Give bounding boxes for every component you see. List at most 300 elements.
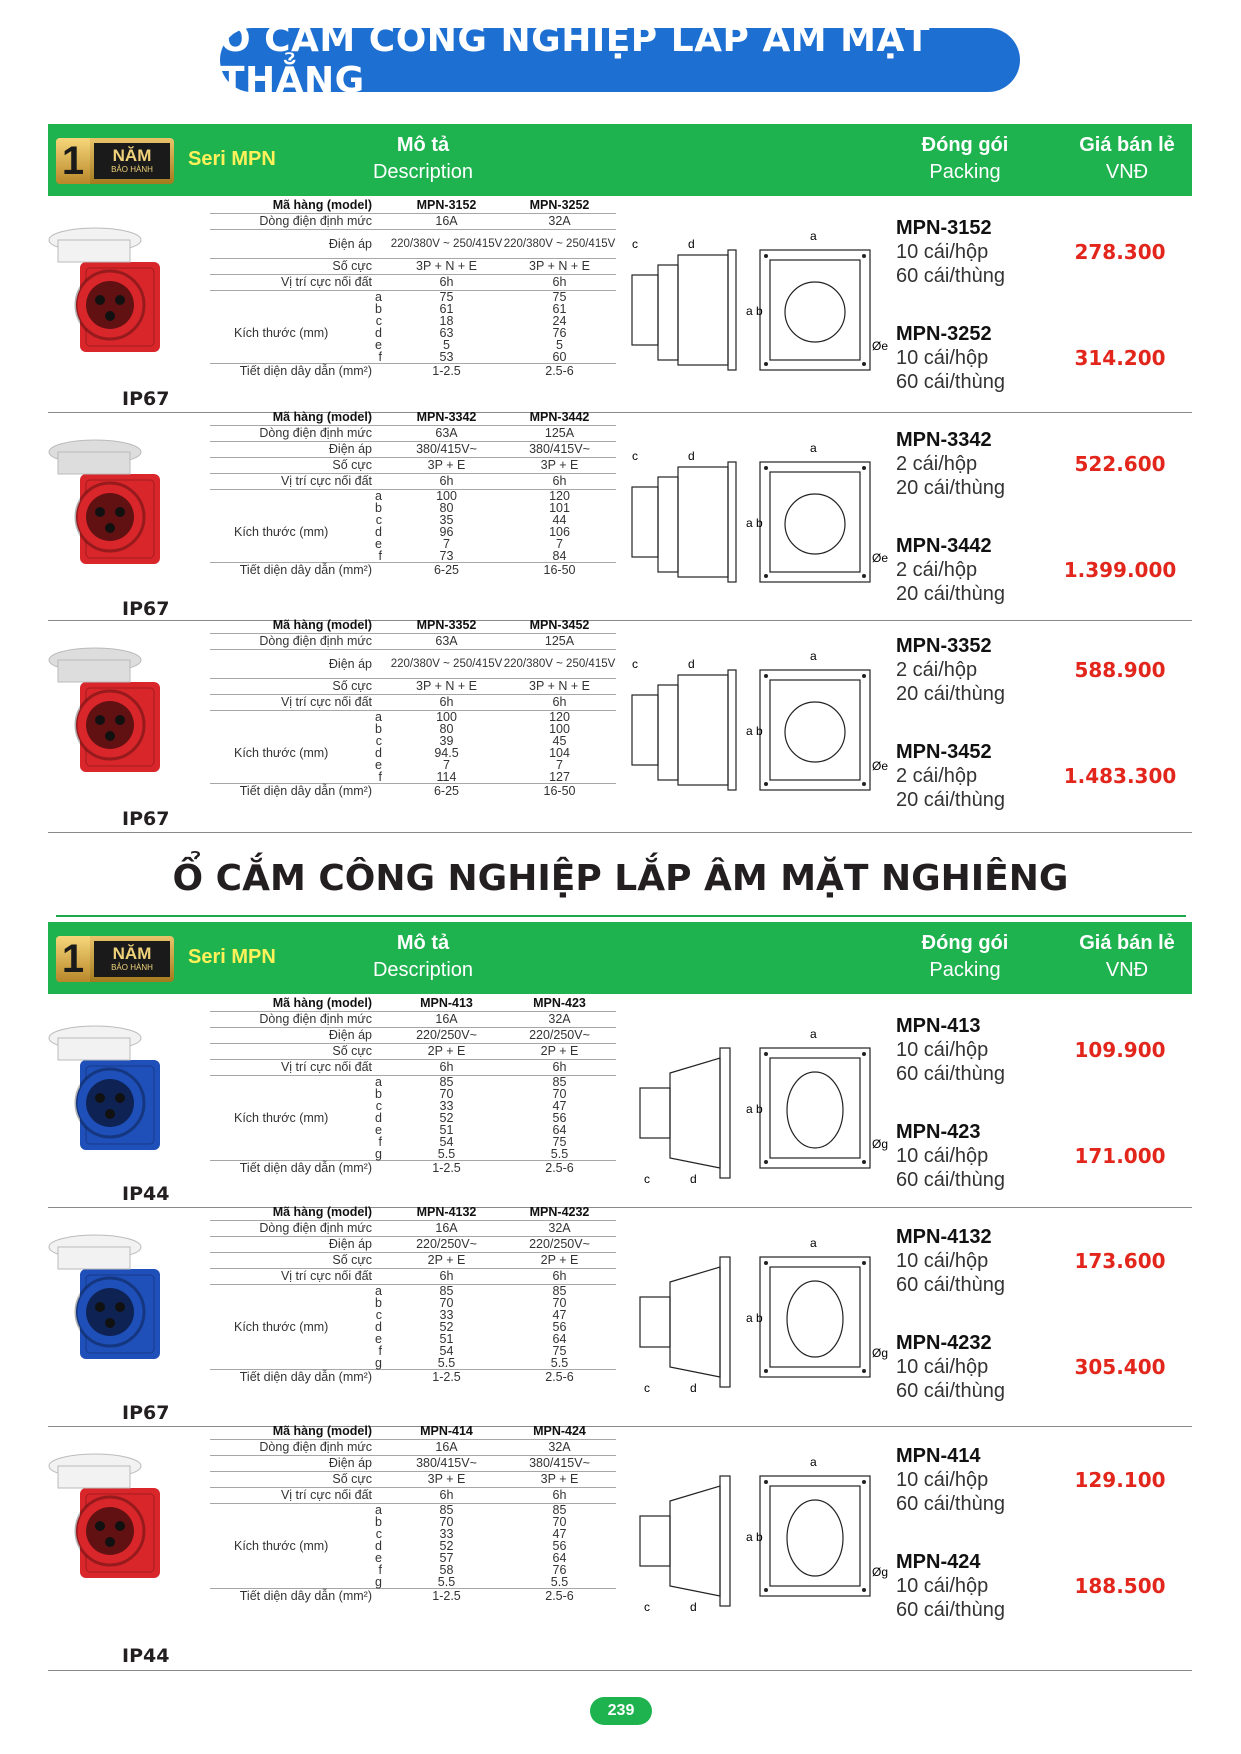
dimension-drawing (610, 1018, 910, 1193)
earth-label: Vị trí cực nối đất (210, 1488, 390, 1504)
dimension-key (210, 303, 390, 315)
dimension-letter: a (375, 1075, 382, 1089)
table-row (210, 1576, 616, 1589)
table-row (210, 351, 616, 364)
dimension-key (210, 550, 390, 563)
svg-text:Øe: Øe (872, 551, 889, 565)
dimension-value: 47 (552, 1308, 567, 1322)
warranty-number: 1 (56, 138, 90, 184)
wire-value: 6-25 (433, 784, 460, 798)
dimension-value: 52 (439, 1111, 454, 1125)
retail-price: 129.100 (1074, 1468, 1166, 1492)
dimension-letter: e (375, 338, 382, 352)
dimension-value: 85 (552, 1284, 567, 1298)
table-row (210, 1424, 616, 1440)
model-value: MPN-3452 (503, 618, 616, 634)
retail-price: 1.399.000 (1063, 558, 1177, 582)
earth-value: 6h (390, 1060, 503, 1076)
table-row (210, 364, 616, 380)
wire-value: 6-25 (433, 563, 460, 577)
packing-box: 10 cái/hộp (896, 1250, 989, 1272)
dimension-value: 85 (439, 1503, 454, 1517)
packing-header (890, 132, 1040, 186)
model-value: MPN-4132 (390, 1205, 503, 1221)
socket-photo (40, 1227, 170, 1382)
dimension-value: 85 (439, 1075, 454, 1089)
table-row (210, 784, 616, 800)
dimension-key (210, 759, 390, 771)
wire-label: Tiết diện dây dẫn (mm²) (239, 784, 372, 798)
size-label: Kích thước (mm) (234, 525, 329, 539)
dimension-value: 75 (439, 290, 454, 304)
packing-model: MPN-4232 (896, 1332, 992, 1354)
svg-text:d: d (688, 449, 695, 463)
svg-text:c: c (644, 1600, 650, 1614)
table-row (210, 1221, 616, 1237)
poles-label: Số cực (210, 1044, 390, 1060)
dimension-value: 51 (439, 1123, 454, 1137)
dimension-value: 70 (552, 1087, 567, 1101)
dimension-value: 52 (439, 1320, 454, 1334)
dimension-letter: d (375, 1111, 382, 1125)
poles-value: 3P + E (390, 1472, 503, 1488)
table-row (210, 618, 616, 634)
price-header (1052, 930, 1202, 984)
table-row (210, 634, 616, 650)
model-label: Mã hàng (model) (210, 996, 390, 1012)
current-value: 16A (390, 214, 503, 230)
dimension-letter: e (375, 1123, 382, 1137)
dimension-key (210, 1345, 390, 1357)
svg-text:c: c (644, 1172, 650, 1186)
dimension-value: 120 (549, 489, 570, 503)
model-value: MPN-3352 (390, 618, 503, 634)
dimension-letter: c (375, 314, 382, 328)
wire-label: Tiết diện dây dẫn (mm²) (239, 563, 372, 577)
dimension-letter: g (375, 1575, 382, 1589)
dimension-key (210, 1112, 390, 1124)
spec-table (210, 618, 616, 799)
dimension-value: 64 (552, 1123, 567, 1137)
packing-carton: 60 cái/thùng (896, 1169, 1005, 1191)
dimension-value: 75 (552, 1135, 567, 1149)
dimension-key (210, 723, 390, 735)
svg-text:Øe: Øe (872, 339, 889, 353)
table-row (210, 198, 616, 214)
voltage-label: Điện áp (210, 442, 390, 458)
dimension-value: 76 (552, 1563, 567, 1577)
svg-text:c: c (644, 1381, 650, 1395)
dimension-key (210, 1076, 390, 1089)
spec-table (210, 198, 616, 379)
series-label: Seri MPN (188, 946, 276, 968)
table-row (210, 1237, 616, 1253)
warranty-badge (56, 138, 174, 184)
packing-carton: 60 cái/thùng (896, 371, 1005, 393)
wire-value: 1-2.5 (432, 364, 461, 378)
current-label: Dòng điện định mức (210, 634, 390, 650)
size-label: Kích thước (mm) (234, 326, 329, 340)
dimension-drawing (610, 432, 910, 607)
retail-price: 522.600 (1074, 452, 1166, 476)
table-row (210, 650, 616, 679)
table-row (210, 458, 616, 474)
dimension-value: 47 (552, 1099, 567, 1113)
retail-price: 588.900 (1074, 658, 1166, 682)
dimension-value: 44 (552, 513, 567, 527)
dimension-key (210, 1552, 390, 1564)
packing-carton: 60 cái/thùng (896, 1063, 1005, 1085)
model-value: MPN-414 (390, 1424, 503, 1440)
ip-rating: IP67 (122, 598, 170, 620)
table-row (210, 1269, 616, 1285)
packing-model: MPN-423 (896, 1121, 981, 1143)
svg-text:a: a (810, 229, 817, 243)
earth-label: Vị trí cực nối đất (210, 1060, 390, 1076)
dimension-letter: b (375, 722, 382, 736)
voltage-value: 380/415V~ (503, 442, 616, 458)
voltage-label: Điện áp (210, 1456, 390, 1472)
dimension-value: 100 (549, 722, 570, 736)
dimension-key (210, 1297, 390, 1309)
voltage-value: 220/250V~ (503, 1237, 616, 1253)
voltage-value: 220/250V~ (390, 1237, 503, 1253)
model-label: Mã hàng (model) (210, 1424, 390, 1440)
current-value: 125A (503, 634, 616, 650)
poles-value: 2P + E (503, 1044, 616, 1060)
model-value: MPN-413 (390, 996, 503, 1012)
earth-value: 6h (503, 275, 616, 291)
dimension-key (210, 502, 390, 514)
dimension-key (210, 1516, 390, 1528)
earth-value: 6h (503, 695, 616, 711)
dimension-value: 70 (552, 1296, 567, 1310)
poles-label: Số cực (210, 1472, 390, 1488)
packing-box: 10 cái/hộp (896, 1469, 989, 1491)
dimension-key (210, 1321, 390, 1333)
price-header-en: VNĐ (1105, 161, 1149, 183)
dimension-letter: c (375, 513, 382, 527)
wire-label: Tiết diện dây dẫn (mm²) (239, 1589, 372, 1603)
poles-label: Số cực (210, 1253, 390, 1269)
packing-model: MPN-3342 (896, 429, 992, 451)
section-title-underline (56, 915, 1186, 917)
dimension-value: 106 (549, 525, 570, 539)
packing-model: MPN-3152 (896, 217, 992, 239)
dimension-value: 33 (439, 1099, 454, 1113)
dimension-letter: d (375, 525, 382, 539)
dimension-letter: a (375, 1284, 382, 1298)
svg-text:d: d (688, 237, 695, 251)
ip-rating: IP67 (122, 808, 170, 830)
voltage-value: 220/250V~ (390, 1028, 503, 1044)
dimension-letter: f (378, 350, 382, 364)
dimension-key (210, 1124, 390, 1136)
price-header-en: VNĐ (1105, 959, 1149, 981)
dimension-value: 61 (439, 302, 454, 316)
wire-label: Tiết diện dây dẫn (mm²) (239, 1370, 372, 1384)
dimension-letter: e (375, 1551, 382, 1565)
socket-photo (40, 220, 170, 375)
earth-value: 6h (390, 695, 503, 711)
dimension-value: 64 (552, 1551, 567, 1565)
dimension-value: 85 (439, 1284, 454, 1298)
table-row (210, 410, 616, 426)
dimension-letter: d (375, 326, 382, 340)
svg-text:a: a (810, 649, 817, 663)
dimension-key (210, 1148, 390, 1161)
dimension-letter: f (378, 770, 382, 784)
dimension-key (210, 1540, 390, 1552)
dimension-value: 5.5 (503, 1357, 616, 1370)
packing-carton: 60 cái/thùng (896, 1380, 1005, 1402)
description-header-en: Description (372, 959, 474, 981)
dimension-key (210, 327, 390, 339)
model-value: MPN-3442 (503, 410, 616, 426)
current-value: 16A (390, 1440, 503, 1456)
svg-text:a b: a b (746, 1102, 763, 1116)
retail-price: 1.483.300 (1063, 764, 1177, 788)
table-row (210, 1488, 616, 1504)
packing-header-vi: Đóng gói (921, 134, 1009, 156)
size-label: Kích thước (mm) (234, 746, 329, 760)
dimension-letter: c (375, 734, 382, 748)
packing-info (896, 534, 1005, 606)
voltage-label: Điện áp (210, 230, 390, 259)
description-header-vi: Mô tả (396, 134, 450, 156)
packing-box: 10 cái/hộp (896, 1039, 989, 1061)
svg-text:d: d (690, 1381, 697, 1395)
spec-table (210, 1205, 616, 1385)
current-label: Dòng điện định mức (210, 426, 390, 442)
dimension-value: 33 (439, 1308, 454, 1322)
dimension-value: 70 (439, 1296, 454, 1310)
voltage-label: Điện áp (210, 1237, 390, 1253)
model-label: Mã hàng (model) (210, 410, 390, 426)
packing-carton: 60 cái/thùng (896, 265, 1005, 287)
svg-text:a b: a b (746, 516, 763, 530)
packing-box: 10 cái/hộp (896, 1145, 989, 1167)
description-header-en: Description (372, 161, 474, 183)
dimension-letter: g (375, 1356, 382, 1370)
dimension-value: 54 (439, 1135, 454, 1149)
dimension-letter: f (378, 1344, 382, 1358)
current-value: 16A (390, 1012, 503, 1028)
table-row (210, 1253, 616, 1269)
packing-info (896, 1014, 1005, 1086)
packing-model: MPN-3442 (896, 535, 992, 557)
model-value: MPN-3252 (503, 198, 616, 214)
price-header-vi: Giá bán lẻ (1079, 932, 1175, 954)
dimension-key (210, 1333, 390, 1345)
svg-text:a b: a b (746, 1530, 763, 1544)
retail-price: 278.300 (1074, 240, 1166, 264)
current-value: 16A (390, 1221, 503, 1237)
table-row (210, 442, 616, 458)
dimension-letter: c (375, 1527, 382, 1541)
retail-price: 188.500 (1074, 1574, 1166, 1598)
dimension-drawing (610, 1446, 910, 1621)
dimension-letter: e (375, 1332, 382, 1346)
dimension-letter: f (378, 549, 382, 563)
packing-info (896, 428, 1005, 500)
dimension-value: 100 (436, 710, 457, 724)
poles-value: 3P + N + E (390, 259, 503, 275)
dimension-drawing (610, 220, 910, 395)
dimension-value: 5.5 (503, 1576, 616, 1589)
price-header (1052, 132, 1202, 186)
dimension-letter: g (375, 1147, 382, 1161)
packing-carton: 20 cái/thùng (896, 477, 1005, 499)
series-label: Seri MPN (188, 148, 276, 170)
poles-value: 3P + E (390, 458, 503, 474)
dimension-value: 7 (556, 537, 563, 551)
svg-text:Øg: Øg (872, 1565, 889, 1579)
dimension-key (210, 1357, 390, 1370)
size-label: Kích thước (mm) (234, 1111, 329, 1125)
packing-info (896, 216, 1005, 288)
spec-table (210, 410, 616, 578)
spec-table (210, 1424, 616, 1604)
svg-text:a b: a b (746, 1311, 763, 1325)
dimension-letter: b (375, 501, 382, 515)
price-header-vi: Giá bán lẻ (1079, 134, 1175, 156)
earth-value: 6h (503, 1488, 616, 1504)
table-row (210, 1044, 616, 1060)
earth-value: 6h (503, 1269, 616, 1285)
packing-carton: 20 cái/thùng (896, 789, 1005, 811)
table-row (210, 1012, 616, 1028)
wire-value: 2.5-6 (545, 1370, 574, 1384)
dimension-value: 56 (552, 1539, 567, 1553)
size-label: Kích thước (mm) (234, 1539, 329, 1553)
retail-price: 171.000 (1074, 1144, 1166, 1168)
current-value: 63A (390, 426, 503, 442)
poles-value: 3P + E (503, 1472, 616, 1488)
packing-model: MPN-3352 (896, 635, 992, 657)
packing-info (896, 1120, 1005, 1192)
packing-header (890, 930, 1040, 984)
dimension-key (210, 526, 390, 538)
dimension-value: 94.5 (434, 746, 459, 760)
packing-info (896, 1225, 1005, 1297)
dimension-key (210, 1576, 390, 1589)
svg-text:a: a (810, 1027, 817, 1041)
wire-value: 2.5-6 (545, 1589, 574, 1603)
current-value: 32A (503, 1221, 616, 1237)
poles-value: 3P + N + E (503, 259, 616, 275)
svg-text:a: a (810, 1455, 817, 1469)
dimension-letter: d (375, 1320, 382, 1334)
dimension-value: 85 (552, 1503, 567, 1517)
dimension-value: 51 (439, 1332, 454, 1346)
model-value: MPN-3342 (390, 410, 503, 426)
dimension-drawing (610, 640, 910, 815)
svg-text:c: c (632, 237, 638, 251)
ip-rating: IP44 (122, 1183, 170, 1205)
packing-box: 10 cái/hộp (896, 241, 989, 263)
dimension-value: 63 (439, 326, 454, 340)
packing-info (896, 634, 1005, 706)
socket-photo (40, 1018, 170, 1173)
table-row (210, 996, 616, 1012)
voltage-value: 380/415V~ (390, 1456, 503, 1472)
section-title: Ổ CẮM CÔNG NGHIỆP LẮP ÂM MẶT NGHIÊNG (172, 858, 1069, 899)
page-banner-title: Ổ CẮM CÔNG NGHIỆP LẮP ÂM MẶT THẲNG (220, 28, 1020, 92)
dimension-value: 35 (439, 513, 454, 527)
packing-carton: 20 cái/thùng (896, 583, 1005, 605)
dimension-value: 76 (552, 326, 567, 340)
table-row (210, 1028, 616, 1044)
table-row (210, 1205, 616, 1221)
wire-value: 1-2.5 (432, 1370, 461, 1384)
dimension-value: 56 (552, 1111, 567, 1125)
table-row (210, 1060, 616, 1076)
dimension-value: 60 (503, 351, 616, 364)
voltage-value: 220/250V~ (503, 1028, 616, 1044)
dimension-letter: c (375, 1308, 382, 1322)
dimension-value: 61 (552, 302, 567, 316)
dimension-letter: a (375, 1503, 382, 1517)
svg-text:a b: a b (746, 724, 763, 738)
model-label: Mã hàng (model) (210, 618, 390, 634)
voltage-value: 220/380V ~ 250/415V (503, 230, 616, 259)
table-row (210, 259, 616, 275)
dimension-letter: e (375, 758, 382, 772)
dimension-value: 5 (443, 338, 450, 352)
dimension-value: 5.5 (503, 1148, 616, 1161)
retail-price: 109.900 (1074, 1038, 1166, 1062)
current-label: Dòng điện định mức (210, 214, 390, 230)
model-value: MPN-4232 (503, 1205, 616, 1221)
dimension-key (210, 1136, 390, 1148)
dimension-key (210, 291, 390, 304)
socket-photo (40, 432, 170, 587)
dimension-value: 57 (439, 1551, 454, 1565)
voltage-value: 380/415V~ (390, 442, 503, 458)
warranty-number: 1 (56, 936, 90, 982)
dimension-value: 73 (390, 550, 503, 563)
dimension-letter: b (375, 302, 382, 316)
poles-label: Số cực (210, 259, 390, 275)
table-row (210, 771, 616, 784)
packing-model: MPN-413 (896, 1015, 981, 1037)
spec-table (210, 996, 616, 1176)
dimension-key (210, 538, 390, 550)
svg-text:d: d (690, 1172, 697, 1186)
packing-model: MPN-3252 (896, 323, 992, 345)
dimension-value: 80 (439, 501, 454, 515)
dimension-value: 96 (439, 525, 454, 539)
dimension-value: 127 (503, 771, 616, 784)
dimension-value: 84 (503, 550, 616, 563)
table-row (210, 1456, 616, 1472)
poles-label: Số cực (210, 458, 390, 474)
dimension-value: 64 (552, 1332, 567, 1346)
dimension-value: 47 (552, 1527, 567, 1541)
dimension-value: 70 (439, 1515, 454, 1529)
dimension-letter: c (375, 1099, 382, 1113)
current-value: 125A (503, 426, 616, 442)
table-row (210, 1357, 616, 1370)
packing-box: 2 cái/hộp (896, 559, 978, 581)
dimension-value: 100 (436, 489, 457, 503)
current-label: Dòng điện định mức (210, 1440, 390, 1456)
dimension-value: 5.5 (390, 1576, 503, 1589)
wire-value: 1-2.5 (432, 1589, 461, 1603)
earth-value: 6h (390, 275, 503, 291)
packing-box: 2 cái/hộp (896, 453, 978, 475)
